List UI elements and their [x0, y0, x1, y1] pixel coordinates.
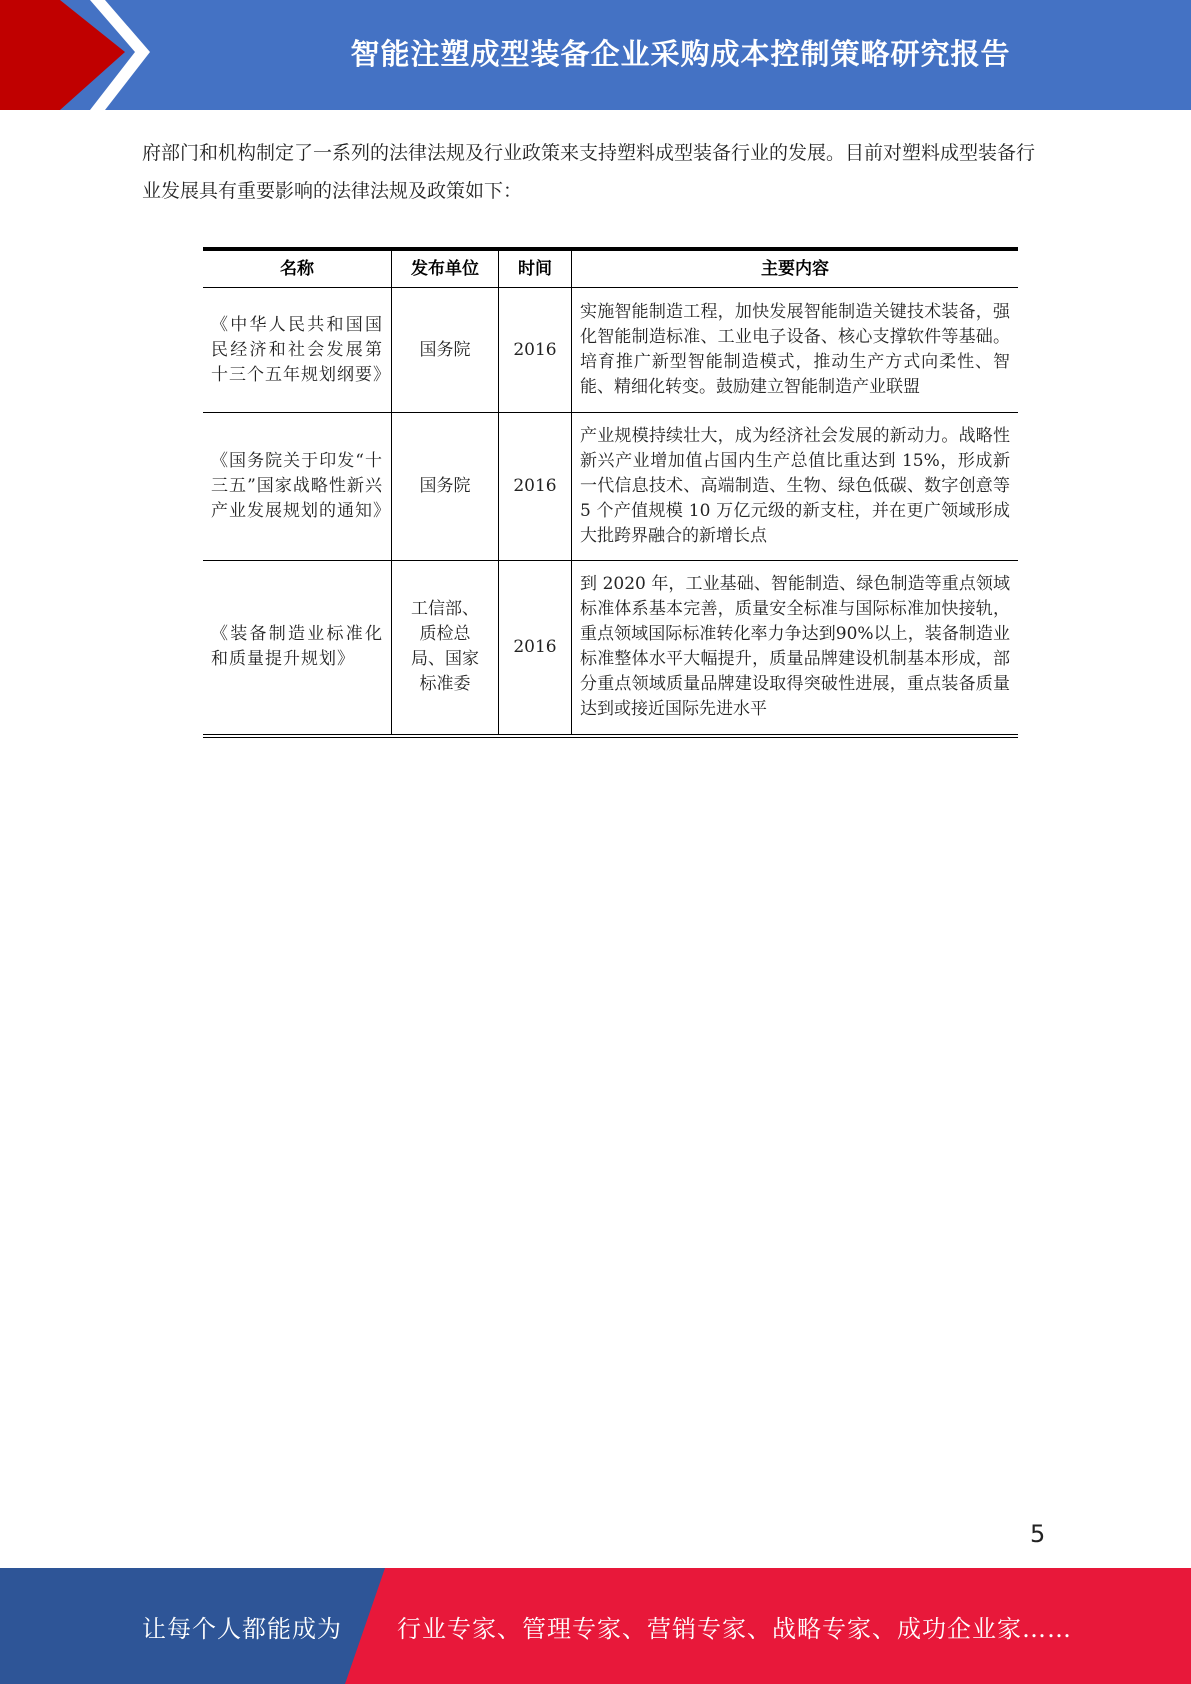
- cell-year: 2016: [499, 288, 572, 413]
- cell-name: 《国务院关于印发“十三五”国家战略性新兴产业发展规划的通知》: [203, 413, 392, 561]
- header-arrow-decoration: [0, 0, 180, 110]
- cell-year: 2016: [499, 561, 572, 736]
- col-header-year: 时间: [499, 249, 572, 288]
- page-number: 5: [1030, 1520, 1046, 1548]
- table-header-row: [203, 249, 1018, 288]
- cell-content: 实施智能制造工程，加快发展智能制造关键技术装备，强化智能制造标准、工业电子设备、核心支撑软件等基础。培育推广新型智能制造模式，推动生产方式向柔性、智能、精细化转变。鼓励建立智能制造产业联盟: [572, 288, 1019, 413]
- footer-slogan-right: 行业专家、管理专家、营销专家、战略专家、成功企业家……: [397, 1614, 1072, 1643]
- intro-paragraph: 府部门和机构制定了一系列的法律法规及行业政策来支持塑料成型装备行业的发展。目前对塑料成型装备行业发展具有重要影响的法律法规及政策如下：: [142, 142, 1036, 202]
- page-header: [0, 0, 1191, 110]
- cell-content: 到 2020 年，工业基础、智能制造、绿色制造等重点领域标准体系基本完善，质量安全标准与国际标准加快接轨，重点领域国际标准转化率力争达到90%以上，装备制造业标准整体水平大幅提升，质量品牌建设机制基本形成，部分重点领域质量品牌建设取得突破性进展，重点装备质量达到或接近国际先进水平: [580, 574, 1010, 720]
- policy-table: [203, 247, 1018, 738]
- cell-content: 产业规模持续壮大，成为经济社会发展的新动力。战略性新兴产业增加值占国内生产总值比重达到 15%，形成新一代信息技术、高端制造、生物、绿色低碳、数字创意等 5 个产值规模 10 万亿元级的新支柱，并在更广领域形成大批跨界融合的新增长点: [572, 413, 1019, 561]
- cell-unit: 工信部、质检总局、国家标准委: [392, 561, 499, 736]
- table-row: [203, 413, 1018, 561]
- cell-unit: 国务院: [392, 413, 499, 561]
- footer-slogan-left: 让每个人都能成为: [142, 1614, 342, 1643]
- cell-name: 《装备制造业标准化和质量提升规划》: [203, 561, 392, 736]
- table-row: [203, 288, 1018, 413]
- table-row: [203, 561, 1018, 736]
- cell-unit: 国务院: [392, 288, 499, 413]
- col-header-content: 主要内容: [572, 249, 1019, 288]
- col-header-unit: 发布单位: [392, 249, 499, 288]
- cell-year: 2016: [499, 413, 572, 561]
- cell-name: 《中华人民共和国国民经济和社会发展第十三个五年规划纲要》: [203, 288, 392, 413]
- col-header-name: 名称: [203, 249, 392, 288]
- policy-table-wrapper: [203, 247, 1018, 738]
- report-title: 智能注塑成型装备企业采购成本控制策略研究报告: [350, 36, 1011, 71]
- page-footer: [0, 1568, 1191, 1684]
